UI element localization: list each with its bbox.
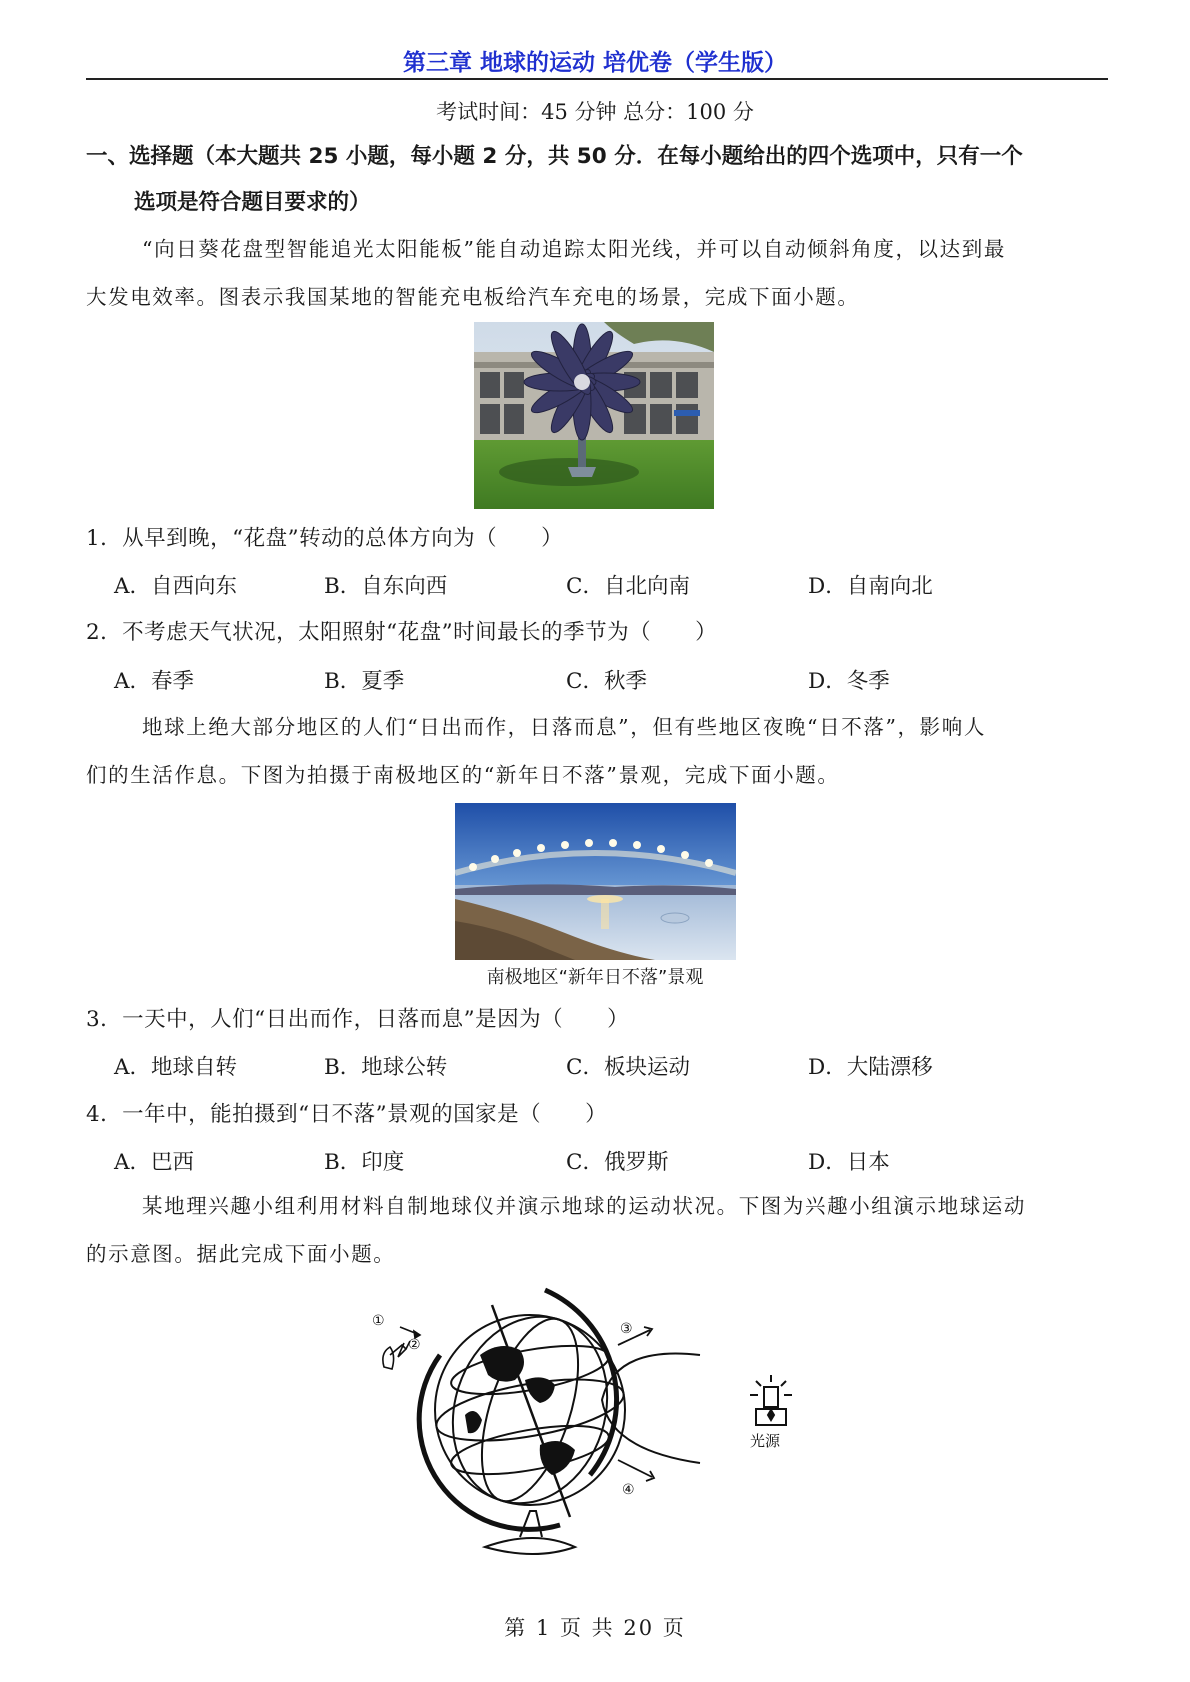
marker-2: ② (408, 1337, 421, 1353)
passage-1-line2: 大发电效率。图表示我国某地的智能充电板给汽车充电的场景，完成下面小题。 (86, 285, 860, 309)
question-1-option-a[interactable]: A．自西向东 (114, 574, 238, 599)
passage-3-line2: 的示意图。据此完成下面小题。 (86, 1242, 396, 1266)
passage-2-line1: 地球上绝大部分地区的人们“日出而作，日落而息”，但有些地区夜晚“日不落”，影响人 (142, 715, 986, 739)
marker-4: ④ (622, 1482, 635, 1498)
question-1-option-d[interactable]: D．自南向北 (808, 574, 933, 599)
question-2-option-c[interactable]: C．秋季 (566, 669, 647, 694)
question-1-stem: 1．从早到晚，“花盘”转动的总体方向为（ ） (86, 526, 564, 551)
question-2-option-a[interactable]: A．春季 (114, 669, 195, 694)
globe-demo-diagram (370, 1285, 830, 1575)
marker-1: ① (372, 1313, 385, 1329)
figure-2-caption: 南极地区“新年日不落”景观 (486, 967, 704, 988)
section-heading-line1: 一、选择题（本大题共 25 小题，每小题 2 分，共 50 分．在每小题给出的四个选项中，只有一个 (86, 144, 1023, 169)
passage-3-line1: 某地理兴趣小组利用材料自制地球仪并演示地球的运动状况。下图为兴趣小组演示地球运动 (142, 1194, 1026, 1218)
light-source-icon (750, 1375, 792, 1425)
question-1-option-c[interactable]: C．自北向南 (566, 574, 690, 599)
exam-meta: 考试时间：45 分钟 总分：100 分 (436, 100, 754, 124)
question-3-option-c[interactable]: C．板块运动 (566, 1055, 690, 1080)
question-3-option-a[interactable]: A．地球自转 (114, 1055, 238, 1080)
solar-panel-photo (474, 322, 714, 509)
antarctic-midnight-sun-photo (455, 803, 736, 960)
marker-3: ③ (620, 1321, 633, 1337)
question-3-stem: 3．一天中，人们“日出而作，日落而息”是因为（ ） (86, 1007, 630, 1032)
question-4-option-d[interactable]: D．日本 (808, 1150, 890, 1175)
passage-1-line1: “向日葵花盘型智能追光太阳能板”能自动追踪太阳光线，并可以自动倾斜角度，以达到最 (142, 237, 1006, 261)
document-title: 第三章 地球的运动 培优卷（学生版） (402, 50, 787, 76)
section-heading-line2: 选项是符合题目要求的） (134, 190, 371, 215)
passage-2 (86, 703, 1108, 799)
question-4-option-c[interactable]: C．俄罗斯 (566, 1150, 669, 1175)
question-4-stem: 4．一年中，能拍摄到“日不落”景观的国家是（ ） (86, 1102, 608, 1127)
question-4-option-b[interactable]: B．印度 (324, 1150, 405, 1175)
page-footer: 第 1 页 共 20 页 (504, 1616, 686, 1640)
question-2-option-b[interactable]: B．夏季 (324, 669, 405, 694)
globe-diagram-svg (370, 1285, 830, 1575)
light-source-label: 光源 (750, 1432, 781, 1450)
question-3-option-d[interactable]: D．大陆漂移 (808, 1055, 933, 1080)
question-4-option-a[interactable]: A．巴西 (114, 1150, 195, 1175)
question-3-option-b[interactable]: B．地球公转 (324, 1055, 448, 1080)
title-divider (86, 78, 1108, 80)
passage-2-line2: 们的生活作息。下图为拍摄于南极地区的“新年日不落”景观，完成下面小题。 (86, 763, 840, 787)
passage-3 (86, 1182, 1108, 1278)
section-heading (86, 134, 1116, 226)
question-2-stem: 2．不考虑天气状况，太阳照射“花盘”时间最长的季节为（ ） (86, 620, 718, 645)
question-1-option-b[interactable]: B．自东向西 (324, 574, 448, 599)
solar-panel-illustration (474, 322, 714, 509)
midnight-sun-illustration (455, 803, 736, 960)
question-2-option-d[interactable]: D．冬季 (808, 669, 890, 694)
passage-1 (86, 225, 1108, 321)
